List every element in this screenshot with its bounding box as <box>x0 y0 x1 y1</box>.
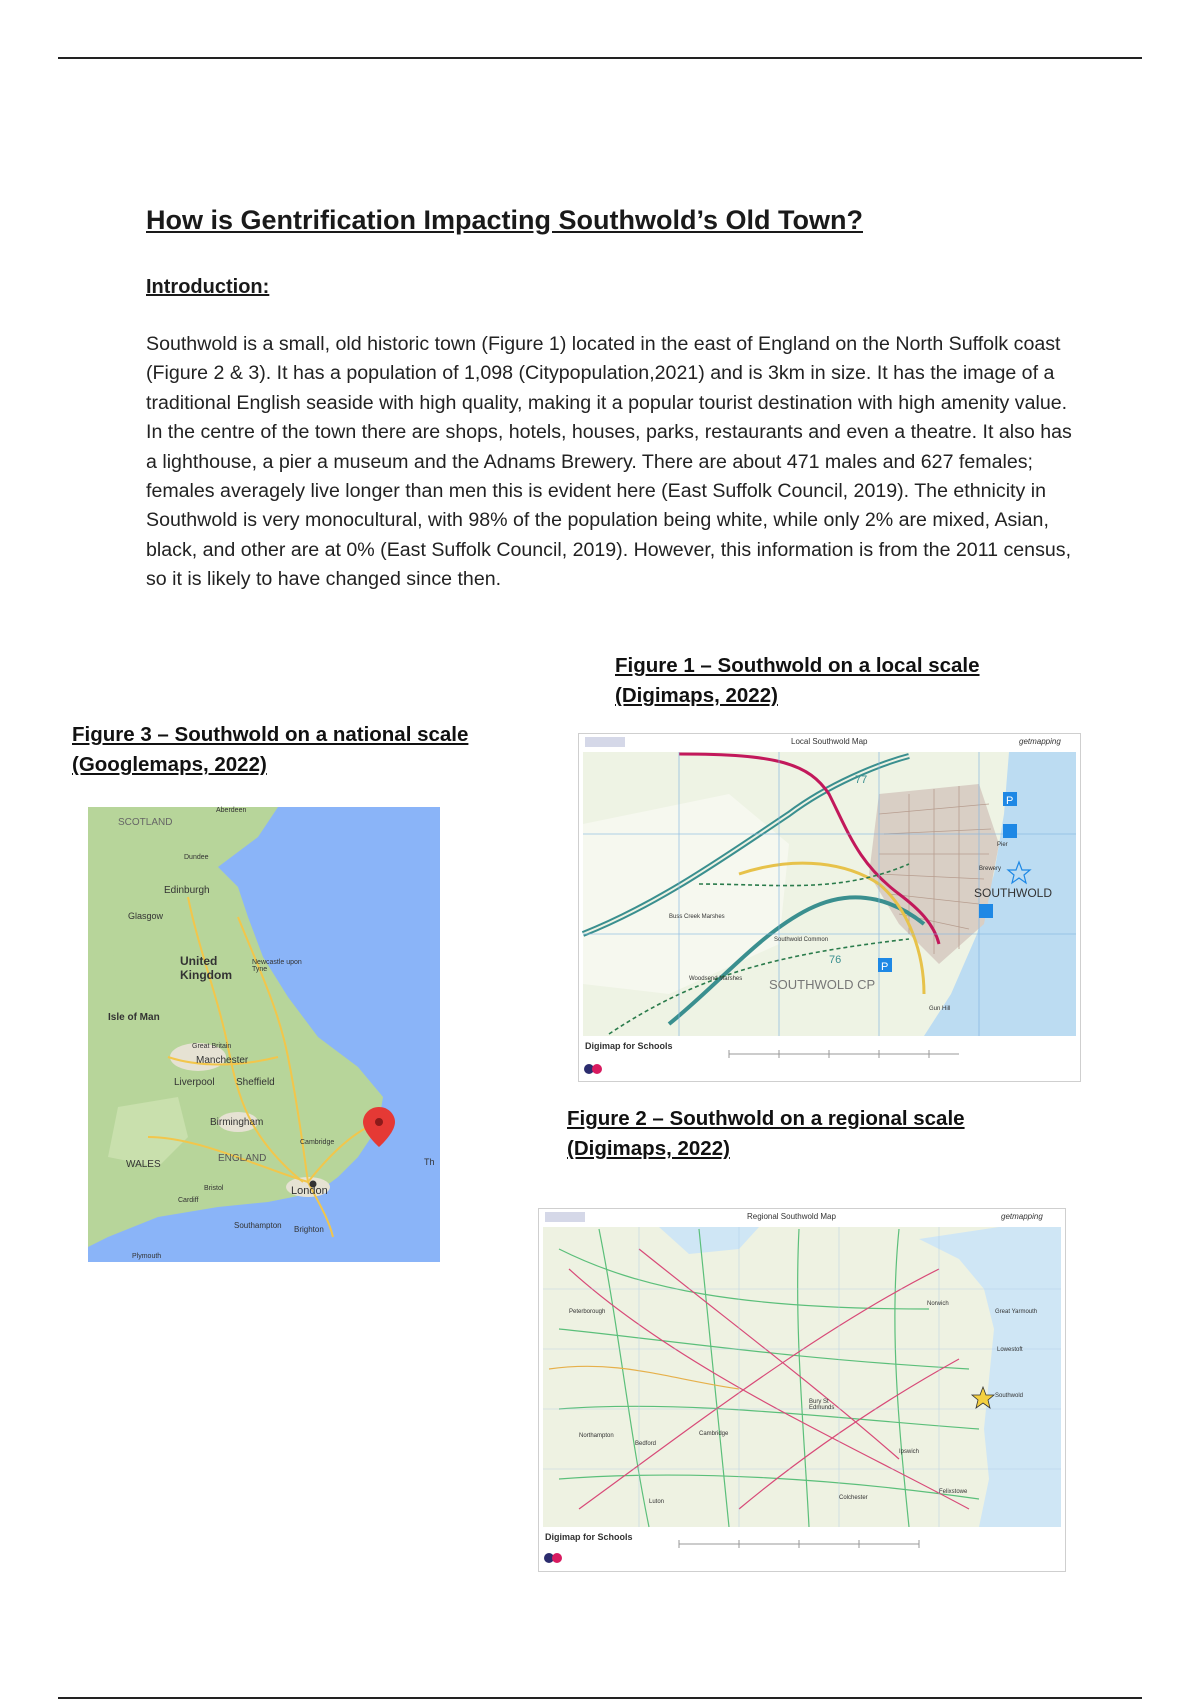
local-map-label-busscreek: Buss Creek Marshes <box>669 914 725 920</box>
bottom-rule <box>58 1697 1142 1699</box>
local-map-label-gunhill: Gun Hill <box>929 1006 951 1012</box>
figure-2-caption: Figure 2 – Southwold on a regional scale (Digimaps, 2022) <box>567 1107 965 1160</box>
figure-3-national-map <box>88 807 440 1262</box>
national-map-label-southampton: Southampton <box>234 1221 282 1230</box>
regional-map-label-bedford: Bedford <box>635 1441 657 1447</box>
svg-text:P: P <box>881 961 889 973</box>
svg-text:P: P <box>1006 795 1014 807</box>
regional-map-label-southwold: Southwold <box>995 1393 1024 1399</box>
national-map-label-edge: Th <box>424 1157 435 1167</box>
local-map-brand: getmapping <box>1019 737 1061 746</box>
regional-map-label-lowestoft: Lowestoft <box>997 1347 1023 1353</box>
national-map-label-newcastle: Newcastle upon Tyne <box>252 959 302 973</box>
national-map-label-scotland: SCOTLAND <box>118 817 173 828</box>
national-map-label-cardiff: Cardiff <box>178 1197 199 1204</box>
regional-map-graphic <box>539 1209 1065 1571</box>
regional-map-label-great-yarmouth: Great Yarmouth <box>995 1309 1038 1315</box>
national-map-label-plymouth: Plymouth <box>132 1253 162 1260</box>
local-map-label-brewery: Brewery <box>979 866 1002 872</box>
national-map-label-brighton: Brighton <box>294 1225 324 1234</box>
local-map-graphic <box>579 734 1080 1081</box>
national-map-label-london: London <box>291 1185 328 1197</box>
regional-map-label-northampton: Northampton <box>579 1433 614 1439</box>
national-map-label-liverpool: Liverpool <box>174 1077 215 1088</box>
introduction-paragraph: Southwold is a small, old historic town (Figure 1) located in the east of England on the North Suffolk coast (Figure 2 & 3). It has a population of 1,098 (Citypopulation,2021) and is 3km in size. It has the image of a traditional English seaside with high quality, making it a popular tourist destination with high amenity value. In the centre of the town there are shops, hotels, houses, parks, restaurants and even a theatre. It also has a lighthouse, a pier a museum and the Adnams Brewery. There are about 471 males and 627 females; females averagely live longer than men this is evident here (East Suffolk Council, 2019). The ethnicity in Southwold is very monocultural, with 98% of the population being white, while only 2% are mixed, Asian, black, and other are at 0% (East Suffolk Council, 2019). However, this information is from the 2011 census, so it is likely to have changed since then. <box>146 333 1072 591</box>
figure-1-caption: Figure 1 – Southwold on a local scale (Digimaps, 2022) <box>615 654 980 707</box>
local-map-label-76: 76 <box>829 954 842 966</box>
national-map-label-cambridge: Cambridge <box>300 1139 335 1146</box>
national-map-label-manchester: Manchester <box>196 1055 249 1066</box>
figure-1-local-map <box>578 733 1081 1082</box>
local-map-label-common: Southwold Common <box>774 937 829 943</box>
regional-map-footer: Digimap for Schools <box>545 1532 633 1542</box>
national-map-label-sheffield: Sheffield <box>236 1077 275 1088</box>
national-map-label-wales: WALES <box>126 1159 161 1170</box>
national-map-label-glasgow: Glasgow <box>128 911 164 921</box>
national-map-label-dundee: Dundee <box>184 854 209 861</box>
national-map-label-aberdeen: Aberdeen <box>216 807 247 814</box>
top-rule <box>58 57 1142 59</box>
regional-map-label-ipswich: Ipswich <box>899 1449 920 1455</box>
local-map-label-parish: SOUTHWOLD CP <box>769 977 876 992</box>
regional-map-label-felixstowe: Felixstowe <box>939 1489 968 1495</box>
regional-map-title: Regional Southwold Map <box>747 1212 836 1221</box>
regional-map-label-peterborough: Peterborough <box>569 1309 606 1315</box>
national-map-label-isle-of-man: Isle of Man <box>108 1012 160 1023</box>
local-map-title: Local Southwold Map <box>791 737 868 746</box>
national-map-label-great-britain: Great Britain <box>192 1043 232 1050</box>
local-map-label-pier: Pier <box>997 842 1008 848</box>
national-map-label-bristol: Bristol <box>204 1185 224 1192</box>
local-map-label-woodsend: Woodsend Marshes <box>689 976 743 982</box>
regional-map-label-luton: Luton <box>649 1499 665 1505</box>
introduction-heading: Introduction: <box>146 276 270 298</box>
page-title: How is Gentrification Impacting Southwold’s Old Town? <box>146 205 863 235</box>
national-map-label-england: ENGLAND <box>218 1153 267 1164</box>
figure-2-regional-map <box>538 1208 1066 1572</box>
local-map-label-77: 77 <box>855 774 868 786</box>
figure-3-caption: Figure 3 – Southwold on a national scale (Googlemaps, 2022) <box>72 723 469 776</box>
regional-map-label-cambridge: Cambridge <box>699 1431 729 1437</box>
national-map-label-uk: United Kingdom <box>180 954 232 982</box>
national-map-graphic <box>88 807 440 1262</box>
local-map-footer: Digimap for Schools <box>585 1041 673 1051</box>
regional-map-brand: getmapping <box>1001 1212 1043 1221</box>
regional-map-label-bury: Bury St Edmunds <box>809 1399 835 1411</box>
regional-map-label-norwich: Norwich <box>927 1301 949 1307</box>
regional-map-label-colchester: Colchester <box>839 1495 868 1501</box>
national-map-label-edinburgh: Edinburgh <box>164 885 210 896</box>
southwold-place-label: SOUTHWOLD <box>974 886 1052 900</box>
national-map-label-birmingham: Birmingham <box>210 1117 264 1128</box>
